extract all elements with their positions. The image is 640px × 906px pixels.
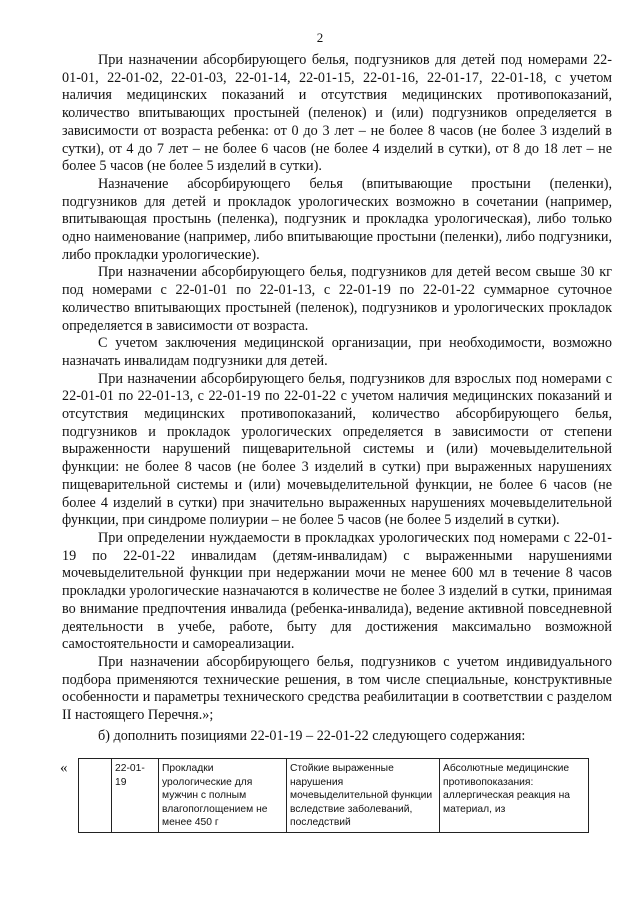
table-cell-product-name: Прокладки урологические для мужчин с полным влагопоглощением не менее 450 г [159,759,287,833]
paragraph-medical-conclusion: С учетом заключения медицинской организации, при необходимости, возможно назначать инвалидам подгузники для детей. [62,335,612,369]
paragraph-urological-pads-need: При определении нуждаемости в прокладках урологических под номерами с 22-01-19 по 22-01-22 инвалидам (детям-инвалидам) с выраженными нарушениями мочевыделительной функции при недержании мочи не менее 600 мл в течение 8 часов прокладки урологические назначаются в количестве не более 3 изделий в сутки, принимая во внимание предпочтения инвалида (ребенка-инвалида), ведение активной повседневной деятельности в учебе, работе, быту для достижения максимально возможной самостоятельности и самореализации. [62,529,612,653]
opening-quote-mark: « [60,760,68,776]
table-cell-empty [79,759,112,833]
page-number: 2 [316,30,324,45]
document-body [62,52,612,745]
table-cell-indications: Стойкие выраженные нарушения мочевыделительной функции вследствие заболеваний, последствий [287,759,440,833]
paragraph-combination-rules: Назначение абсорбирующего белья (впитывающие простыни (пеленки), подгузников для детей и прокладок урологических возможно в сочетании (например, впитывающая простынь (пеленка), подгузник и прокладка урологическая), либо только одно наименование (например, либо впитывающие простыни (пеленки), либо подгузники, либо прокладки урологические). [62,175,612,263]
table-cell-code: 22-01-19 [112,759,159,833]
table-cell-contraindications: Абсолютные медицинские противопоказания: аллергическая реакция на материал, из [440,759,589,833]
paragraph-individual-selection: При назначении абсорбирующего белья, подгузников с учетом индивидуального подбора применяются технические решения, в том числе специальные, конструктивные особенности и параметры технического средства реабилитации в соответствии с разделом II настоящего Перечня.»; [62,653,612,724]
list-item-b: б) дополнить позициями 22-01-19 – 22-01-22 следующего содержания: [98,727,526,744]
paragraph-adults-absorbent-quantity: При назначении абсорбирующего белья, подгузников для взрослых под номерами с 22-01-01 по 22-01-13, с 22-01-19 по 22-01-22 с учетом наличия медицинских показаний и отсутствия медицинских противопоказаний, количество абсорбирующего белья, подгузников и прокладок урологических определяется в зависимости от степени выраженности нарушений пищеварительной системы и (или) мочевыделительной функции: не более 8 часов (не более 3 изделий в сутки) при выраженных нарушениях пищеварительной системы и (или) мочевыделительной функции, не более 6 часов (не более 4 изделий в сутки) при значительно выраженных нарушениях мочевыделительной функции, при синдроме полиурии – не более 5 часов (не более 5 изделий в сутки). [62,370,612,529]
paragraph-children-over-30kg: При назначении абсорбирующего белья, подгузников для детей весом свыше 30 кг под номерами с 22-01-01 по 22-01-13, с 22-01-19 по 22-01-22 суммарное суточное количество впитывающих простыней (пеленок), подгузников и урологических прокладок определяется в зависимости от возраста. [62,264,612,334]
paragraph-children-absorbent-quantity: При назначении абсорбирующего белья, подгузников для детей под номерами 22-01-01, 22-01-02, 22-01-03, 22-01-14, 22-01-15, 22-01-16, 22-01-17, 22-01-18, с учетом наличия медицинских показаний и отсутствия медицинских противопоказаний, количество впитывающих простыней (пеленок) и (или) подгузников определяется в зависимости от возраста ребенка: от 0 до 3 лет – не более 8 часов (не более 3 изделий в сутки), от 4 до 7 лет – не более 6 часов (не более 4 изделий в сутки), от 8 до 18 лет – не более 5 часов (не более 5 изделий в сутки). [62,52,612,175]
table-row [79,759,589,833]
positions-table [78,758,589,833]
